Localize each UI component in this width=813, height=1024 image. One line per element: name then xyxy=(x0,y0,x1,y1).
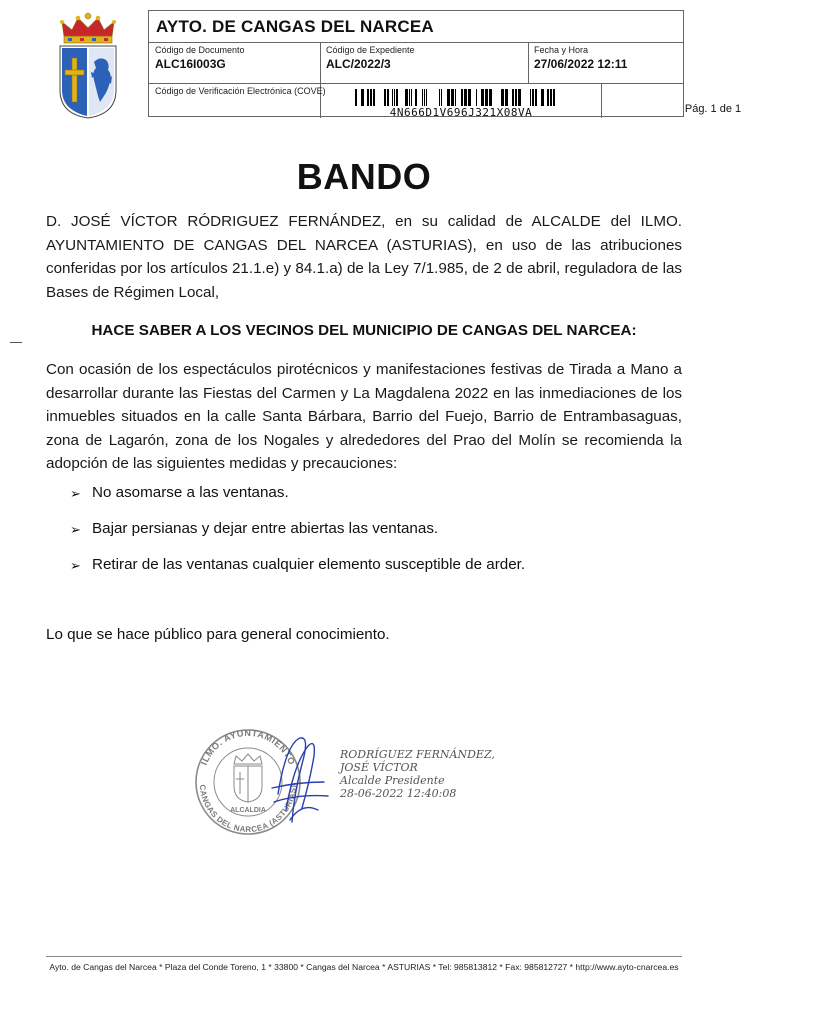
expedient-code-label: Código de Expediente xyxy=(326,45,415,55)
official-stamp xyxy=(190,724,330,836)
expedient-code-cell xyxy=(326,45,415,71)
barcode-icon xyxy=(355,89,555,106)
header-divider xyxy=(149,83,683,84)
list-item xyxy=(70,556,670,592)
arrow-bullet-icon: ➢ xyxy=(70,522,81,537)
header-title: AYTO. DE CANGAS DEL NARCEA xyxy=(156,17,434,36)
stamp-crest-icon xyxy=(234,754,262,802)
list-item xyxy=(70,520,670,556)
document-code-cell xyxy=(155,45,245,71)
document-code-value: ALC16I003G xyxy=(155,57,226,71)
footer-divider xyxy=(46,956,682,957)
announcement-heading: HACE SABER A LOS VECINOS DEL MUNICIPIO DE CANGAS DEL NARCEA: xyxy=(91,322,637,339)
list-item-text: Bajar persianas y dejar entre abiertas las ventanas. xyxy=(92,520,439,537)
header-divider xyxy=(601,83,602,118)
list-item xyxy=(70,484,670,520)
crown-icon xyxy=(60,13,116,43)
signature-timestamp: 28-06-2022 12:40:08 xyxy=(340,787,457,800)
stamp-center-text: ALCALDIA xyxy=(230,807,266,814)
svg-text:ILMO. AYUNTAMIENTO xyxy=(199,728,297,766)
header-divider xyxy=(528,43,529,83)
date-time-value: 27/06/2022 12:11 xyxy=(534,57,628,71)
body-paragraph: Con ocasión de los espectáculos pirotécnicos y manifestaciones festivas de Tirada a Mano a desarrollar durante las Fiestas del Carmen y La Magdalena 2022 en las inmediaciones de los inmuebles situados en la calle Santa Bárbara, Barrio del Fuejo, Barrio de Entrambasaguas, zona de Lagarón, zona de los Nogales y alrededores del Prao del Molín se recomienda la adopción de las siguientes medidas y precauciones: xyxy=(46,361,682,472)
signer-role: Alcalde Presidente xyxy=(340,774,445,787)
stamp-top-text: ILMO. AYUNTAMIENTO xyxy=(198,727,298,767)
cove-cell xyxy=(155,86,326,96)
expedient-code-value: ALC/2022/3 xyxy=(326,57,391,71)
stamp-bottom-text: CANGAS DEL NARCEA (ASTURIAS) xyxy=(197,784,299,835)
document-header-box xyxy=(148,10,742,119)
arrow-bullet-icon: ➢ xyxy=(70,486,81,501)
arrow-bullet-icon: ➢ xyxy=(70,558,81,573)
precautions-list xyxy=(70,484,670,592)
signer-name: JOSÉ VÍCTOR xyxy=(340,761,418,774)
intro-paragraph: D. JOSÉ VÍCTOR RÓDRIGUEZ FERNÁNDEZ, en su calidad de ALCALDE del ILMO. AYUNTAMIENTO DE CANGAS DEL NARCEA (ASTURIAS), en uso de las atribuciones conferidas por los artículos 21.1.e) y 84.1.a) de la Ley 7/1.985, de 2 de abril, reguladora de las Bases de Régimen Local, xyxy=(46,213,682,301)
margin-mark xyxy=(10,342,22,343)
header-title-row xyxy=(149,11,683,43)
signer-surname: RODRÍGUEZ FERNÁNDEZ, xyxy=(340,748,495,761)
municipal-crest-logo xyxy=(52,10,124,120)
list-item-text: Retirar de las ventanas cualquier elemento susceptible de arder. xyxy=(92,556,526,573)
document-code-label: Código de Documento xyxy=(155,45,245,55)
document-title: BANDO xyxy=(296,156,432,197)
page-number: Pág. 1 de 1 xyxy=(684,103,742,115)
list-item-text: No asomarse a las ventanas. xyxy=(92,484,289,501)
page-footer: Ayto. de Cangas del Narcea * Plaza del Conde Toreno, 1 * 33800 * Cangas del Narcea * ASTURIAS * Tel: 985813812 * Fax: 985812727 * http://www.ayto-cnarcea.es xyxy=(49,962,679,972)
closing-sentence: Lo que se hace público para general conocimiento. xyxy=(46,626,390,643)
signature-block xyxy=(340,748,495,800)
cove-label: Código de Verificación Electrónica (COVE) xyxy=(155,86,326,96)
date-time-label: Fecha y Hora xyxy=(534,45,589,55)
cove-code: 4N666D1V696J321X08VA xyxy=(389,106,533,119)
date-time-cell xyxy=(534,45,627,71)
